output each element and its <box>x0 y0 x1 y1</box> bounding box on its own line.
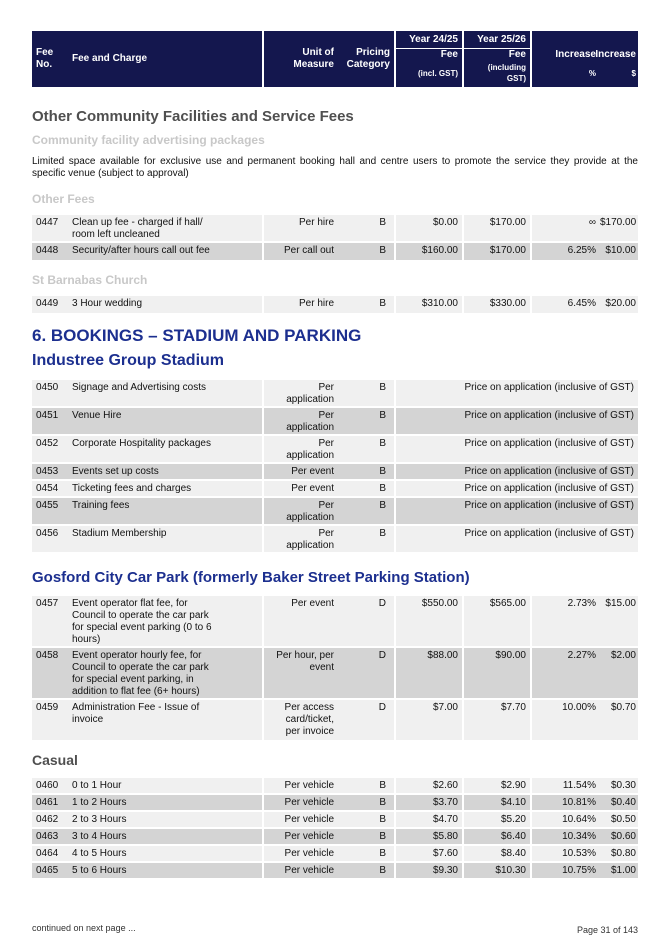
table-row <box>32 700 638 740</box>
increase-percent: 10.00% <box>532 700 600 740</box>
increase-percent: 6.25% <box>532 243 600 260</box>
increase-percent: ∞ <box>532 215 600 241</box>
increase-dollar: $0.80 <box>600 846 638 861</box>
fee-description: Ticketing fees and charges <box>66 481 262 496</box>
fee-2526: $2.90 <box>464 778 530 793</box>
table-row <box>32 596 638 646</box>
pricing-category: B <box>338 526 394 552</box>
fee-no: 0465 <box>32 863 66 878</box>
unit-of-measure: Per vehicle <box>264 846 338 861</box>
pricing-category: B <box>338 243 394 260</box>
fee-2425: $3.70 <box>396 795 462 810</box>
increase-percent: 10.34% <box>532 829 600 844</box>
fee-description: Event operator hourly fee, for Council to operate the car park for special event parking, in addition to flat fee (6+ hours) <box>66 648 262 698</box>
price-on-application: Price on application (inclusive of GST) <box>396 498 638 524</box>
price-on-application: Price on application (inclusive of GST) <box>396 380 638 406</box>
fee-2526: $4.10 <box>464 795 530 810</box>
table-row <box>32 243 638 260</box>
unit-of-measure: Per event <box>264 596 338 646</box>
table-row <box>32 464 638 479</box>
fee-2526: $565.00 <box>464 596 530 646</box>
header-unit-of-measure: Unit of Measure <box>264 31 338 87</box>
fee-no: 0454 <box>32 481 66 496</box>
fee-no: 0448 <box>32 243 66 260</box>
fee-no: 0449 <box>32 296 66 313</box>
fee-2526: $330.00 <box>464 296 530 313</box>
pricing-category: D <box>338 648 394 698</box>
price-on-application: Price on application (inclusive of GST) <box>396 464 638 479</box>
fee-no: 0461 <box>32 795 66 810</box>
fee-no: 0459 <box>32 700 66 740</box>
header-pricing-category: Pricing Category <box>338 31 394 87</box>
increase-percent: 10.53% <box>532 846 600 861</box>
pricing-category: B <box>338 795 394 810</box>
header-year-2526: Year 25/26 Fee (including GST) <box>464 31 530 87</box>
fee-description: Security/after hours call out fee <box>66 243 262 260</box>
fee-description: 3 Hour wedding <box>66 296 262 313</box>
unit-of-measure: Per application <box>264 436 338 462</box>
header-fee-and-charge: Fee and Charge <box>66 31 262 87</box>
casual-table <box>32 778 638 878</box>
table-row <box>32 436 638 462</box>
fee-2425: $0.00 <box>396 215 462 241</box>
fee-no: 0453 <box>32 464 66 479</box>
advertising-note: Limited space available for exclusive use and permanent booking hall and centre users to promote the service they provide at the specific venue (subject to approval) <box>32 156 638 179</box>
table-row <box>32 408 638 434</box>
fee-no: 0457 <box>32 596 66 646</box>
increase-dollar: $170.00 <box>600 215 638 241</box>
fee-description: Clean up fee - charged if hall/ room left uncleaned <box>66 215 262 241</box>
fee-description: 5 to 6 Hours <box>66 863 262 878</box>
fee-description: Venue Hire <box>66 408 262 434</box>
fee-no: 0452 <box>32 436 66 462</box>
increase-dollar: $20.00 <box>600 296 638 313</box>
fee-description: Events set up costs <box>66 464 262 479</box>
section-heading-other-community: Other Community Facilities and Service Fees <box>32 108 354 125</box>
fee-2425: $88.00 <box>396 648 462 698</box>
fee-2425: $310.00 <box>396 296 462 313</box>
fee-2425: $2.60 <box>396 778 462 793</box>
unit-of-measure: Per vehicle <box>264 778 338 793</box>
continued-note: continued on next page ... <box>32 923 136 933</box>
table-row <box>32 215 638 241</box>
fee-2425: $4.70 <box>396 812 462 827</box>
table-header <box>32 31 638 87</box>
fee-description: 3 to 4 Hours <box>66 829 262 844</box>
fee-no: 0455 <box>32 498 66 524</box>
fee-description: 1 to 2 Hours <box>66 795 262 810</box>
fee-no: 0463 <box>32 829 66 844</box>
increase-percent: 10.75% <box>532 863 600 878</box>
unit-of-measure: Per vehicle <box>264 795 338 810</box>
pricing-category: D <box>338 596 394 646</box>
fee-description: Signage and Advertising costs <box>66 380 262 406</box>
unit-of-measure: Per vehicle <box>264 829 338 844</box>
pricing-category: D <box>338 700 394 740</box>
table-row <box>32 526 638 552</box>
fee-description: 2 to 3 Hours <box>66 812 262 827</box>
st-barnabas-table <box>32 296 638 313</box>
fee-2526: $7.70 <box>464 700 530 740</box>
increase-percent: 10.81% <box>532 795 600 810</box>
table-row <box>32 380 638 406</box>
increase-dollar: $10.00 <box>600 243 638 260</box>
increase-percent: 10.64% <box>532 812 600 827</box>
fee-no: 0450 <box>32 380 66 406</box>
unit-of-measure: Per access card/ticket, per invoice <box>264 700 338 740</box>
unit-of-measure: Per hour, per event <box>264 648 338 698</box>
increase-dollar: $0.50 <box>600 812 638 827</box>
pricing-category: B <box>338 296 394 313</box>
subheading-industree-stadium: Industree Group Stadium <box>32 352 225 369</box>
unit-of-measure: Per call out <box>264 243 338 260</box>
price-on-application: Price on application (inclusive of GST) <box>396 408 638 434</box>
other-fees-table <box>32 215 638 260</box>
header-year-2425: Year 24/25 Fee (incl. GST) <box>396 31 462 87</box>
subheading-gosford-car-park: Gosford City Car Park (formerly Baker Street Parking Station) <box>32 569 470 586</box>
fee-2425: $160.00 <box>396 243 462 260</box>
unit-of-measure: Per vehicle <box>264 812 338 827</box>
unit-of-measure: Per hire <box>264 296 338 313</box>
subheading-community-advertising: Community facility advertising packages <box>32 133 265 147</box>
fee-no: 0451 <box>32 408 66 434</box>
header-increase-dollar: Increase $ <box>600 31 638 87</box>
subheading-st-barnabas: St Barnabas Church <box>32 273 148 287</box>
table-row <box>32 296 638 313</box>
pricing-category: B <box>338 436 394 462</box>
fee-description: Corporate Hospitality packages <box>66 436 262 462</box>
pricing-category: B <box>338 464 394 479</box>
header-fee-no: Fee No. <box>32 31 66 87</box>
unit-of-measure: Per hire <box>264 215 338 241</box>
unit-of-measure: Per application <box>264 498 338 524</box>
subheading-casual: Casual <box>32 752 78 768</box>
increase-dollar: $15.00 <box>600 596 638 646</box>
pricing-category: B <box>338 846 394 861</box>
pricing-category: B <box>338 481 394 496</box>
unit-of-measure: Per event <box>264 481 338 496</box>
increase-dollar: $1.00 <box>600 863 638 878</box>
pricing-category: B <box>338 380 394 406</box>
table-row <box>32 778 638 793</box>
table-row <box>32 481 638 496</box>
increase-dollar: $0.40 <box>600 795 638 810</box>
increase-dollar: $0.30 <box>600 778 638 793</box>
fee-description: Administration Fee - Issue of invoice <box>66 700 262 740</box>
table-row <box>32 795 638 810</box>
increase-percent: 2.27% <box>532 648 600 698</box>
fee-2526: $6.40 <box>464 829 530 844</box>
increase-percent: 11.54% <box>532 778 600 793</box>
table-row <box>32 812 638 827</box>
fee-no: 0458 <box>32 648 66 698</box>
unit-of-measure: Per application <box>264 408 338 434</box>
fee-2425: $5.80 <box>396 829 462 844</box>
unit-of-measure: Per vehicle <box>264 863 338 878</box>
table-row <box>32 648 638 698</box>
unit-of-measure: Per event <box>264 464 338 479</box>
increase-dollar: $0.70 <box>600 700 638 740</box>
fee-description: Training fees <box>66 498 262 524</box>
increase-percent: 2.73% <box>532 596 600 646</box>
page-number: Page 31 of 143 <box>576 925 638 935</box>
price-on-application: Price on application (inclusive of GST) <box>396 481 638 496</box>
fee-2425: $7.00 <box>396 700 462 740</box>
fee-2425: $7.60 <box>396 846 462 861</box>
fee-no: 0460 <box>32 778 66 793</box>
fee-no: 0456 <box>32 526 66 552</box>
fee-2526: $5.20 <box>464 812 530 827</box>
fee-description: Event operator flat fee, for Council to operate the car park for special event parking (0 to 6 hours) <box>66 596 262 646</box>
unit-of-measure: Per application <box>264 526 338 552</box>
pricing-category: B <box>338 829 394 844</box>
unit-of-measure: Per application <box>264 380 338 406</box>
table-row <box>32 829 638 844</box>
section-heading-bookings: 6. BOOKINGS – STADIUM AND PARKING <box>32 326 362 345</box>
stadium-table <box>32 380 638 552</box>
pricing-category: B <box>338 812 394 827</box>
subheading-other-fees: Other Fees <box>32 192 95 206</box>
increase-percent: 6.45% <box>532 296 600 313</box>
price-on-application: Price on application (inclusive of GST) <box>396 436 638 462</box>
fee-2425: $550.00 <box>396 596 462 646</box>
pricing-category: B <box>338 778 394 793</box>
table-row <box>32 846 638 861</box>
fee-2526: $90.00 <box>464 648 530 698</box>
pricing-category: B <box>338 863 394 878</box>
table-row <box>32 863 638 878</box>
table-row <box>32 498 638 524</box>
pricing-category: B <box>338 498 394 524</box>
fee-no: 0462 <box>32 812 66 827</box>
fee-2526: $8.40 <box>464 846 530 861</box>
gosford-table <box>32 596 638 740</box>
fee-2526: $170.00 <box>464 215 530 241</box>
increase-dollar: $0.60 <box>600 829 638 844</box>
fee-description: 0 to 1 Hour <box>66 778 262 793</box>
price-on-application: Price on application (inclusive of GST) <box>396 526 638 552</box>
header-increase-percent: Increase % <box>532 31 600 87</box>
fee-description: 4 to 5 Hours <box>66 846 262 861</box>
pricing-category: B <box>338 215 394 241</box>
fee-description: Stadium Membership <box>66 526 262 552</box>
fee-2526: $170.00 <box>464 243 530 260</box>
fee-no: 0447 <box>32 215 66 241</box>
fee-no: 0464 <box>32 846 66 861</box>
fee-2526: $10.30 <box>464 863 530 878</box>
increase-dollar: $2.00 <box>600 648 638 698</box>
fee-2425: $9.30 <box>396 863 462 878</box>
pricing-category: B <box>338 408 394 434</box>
